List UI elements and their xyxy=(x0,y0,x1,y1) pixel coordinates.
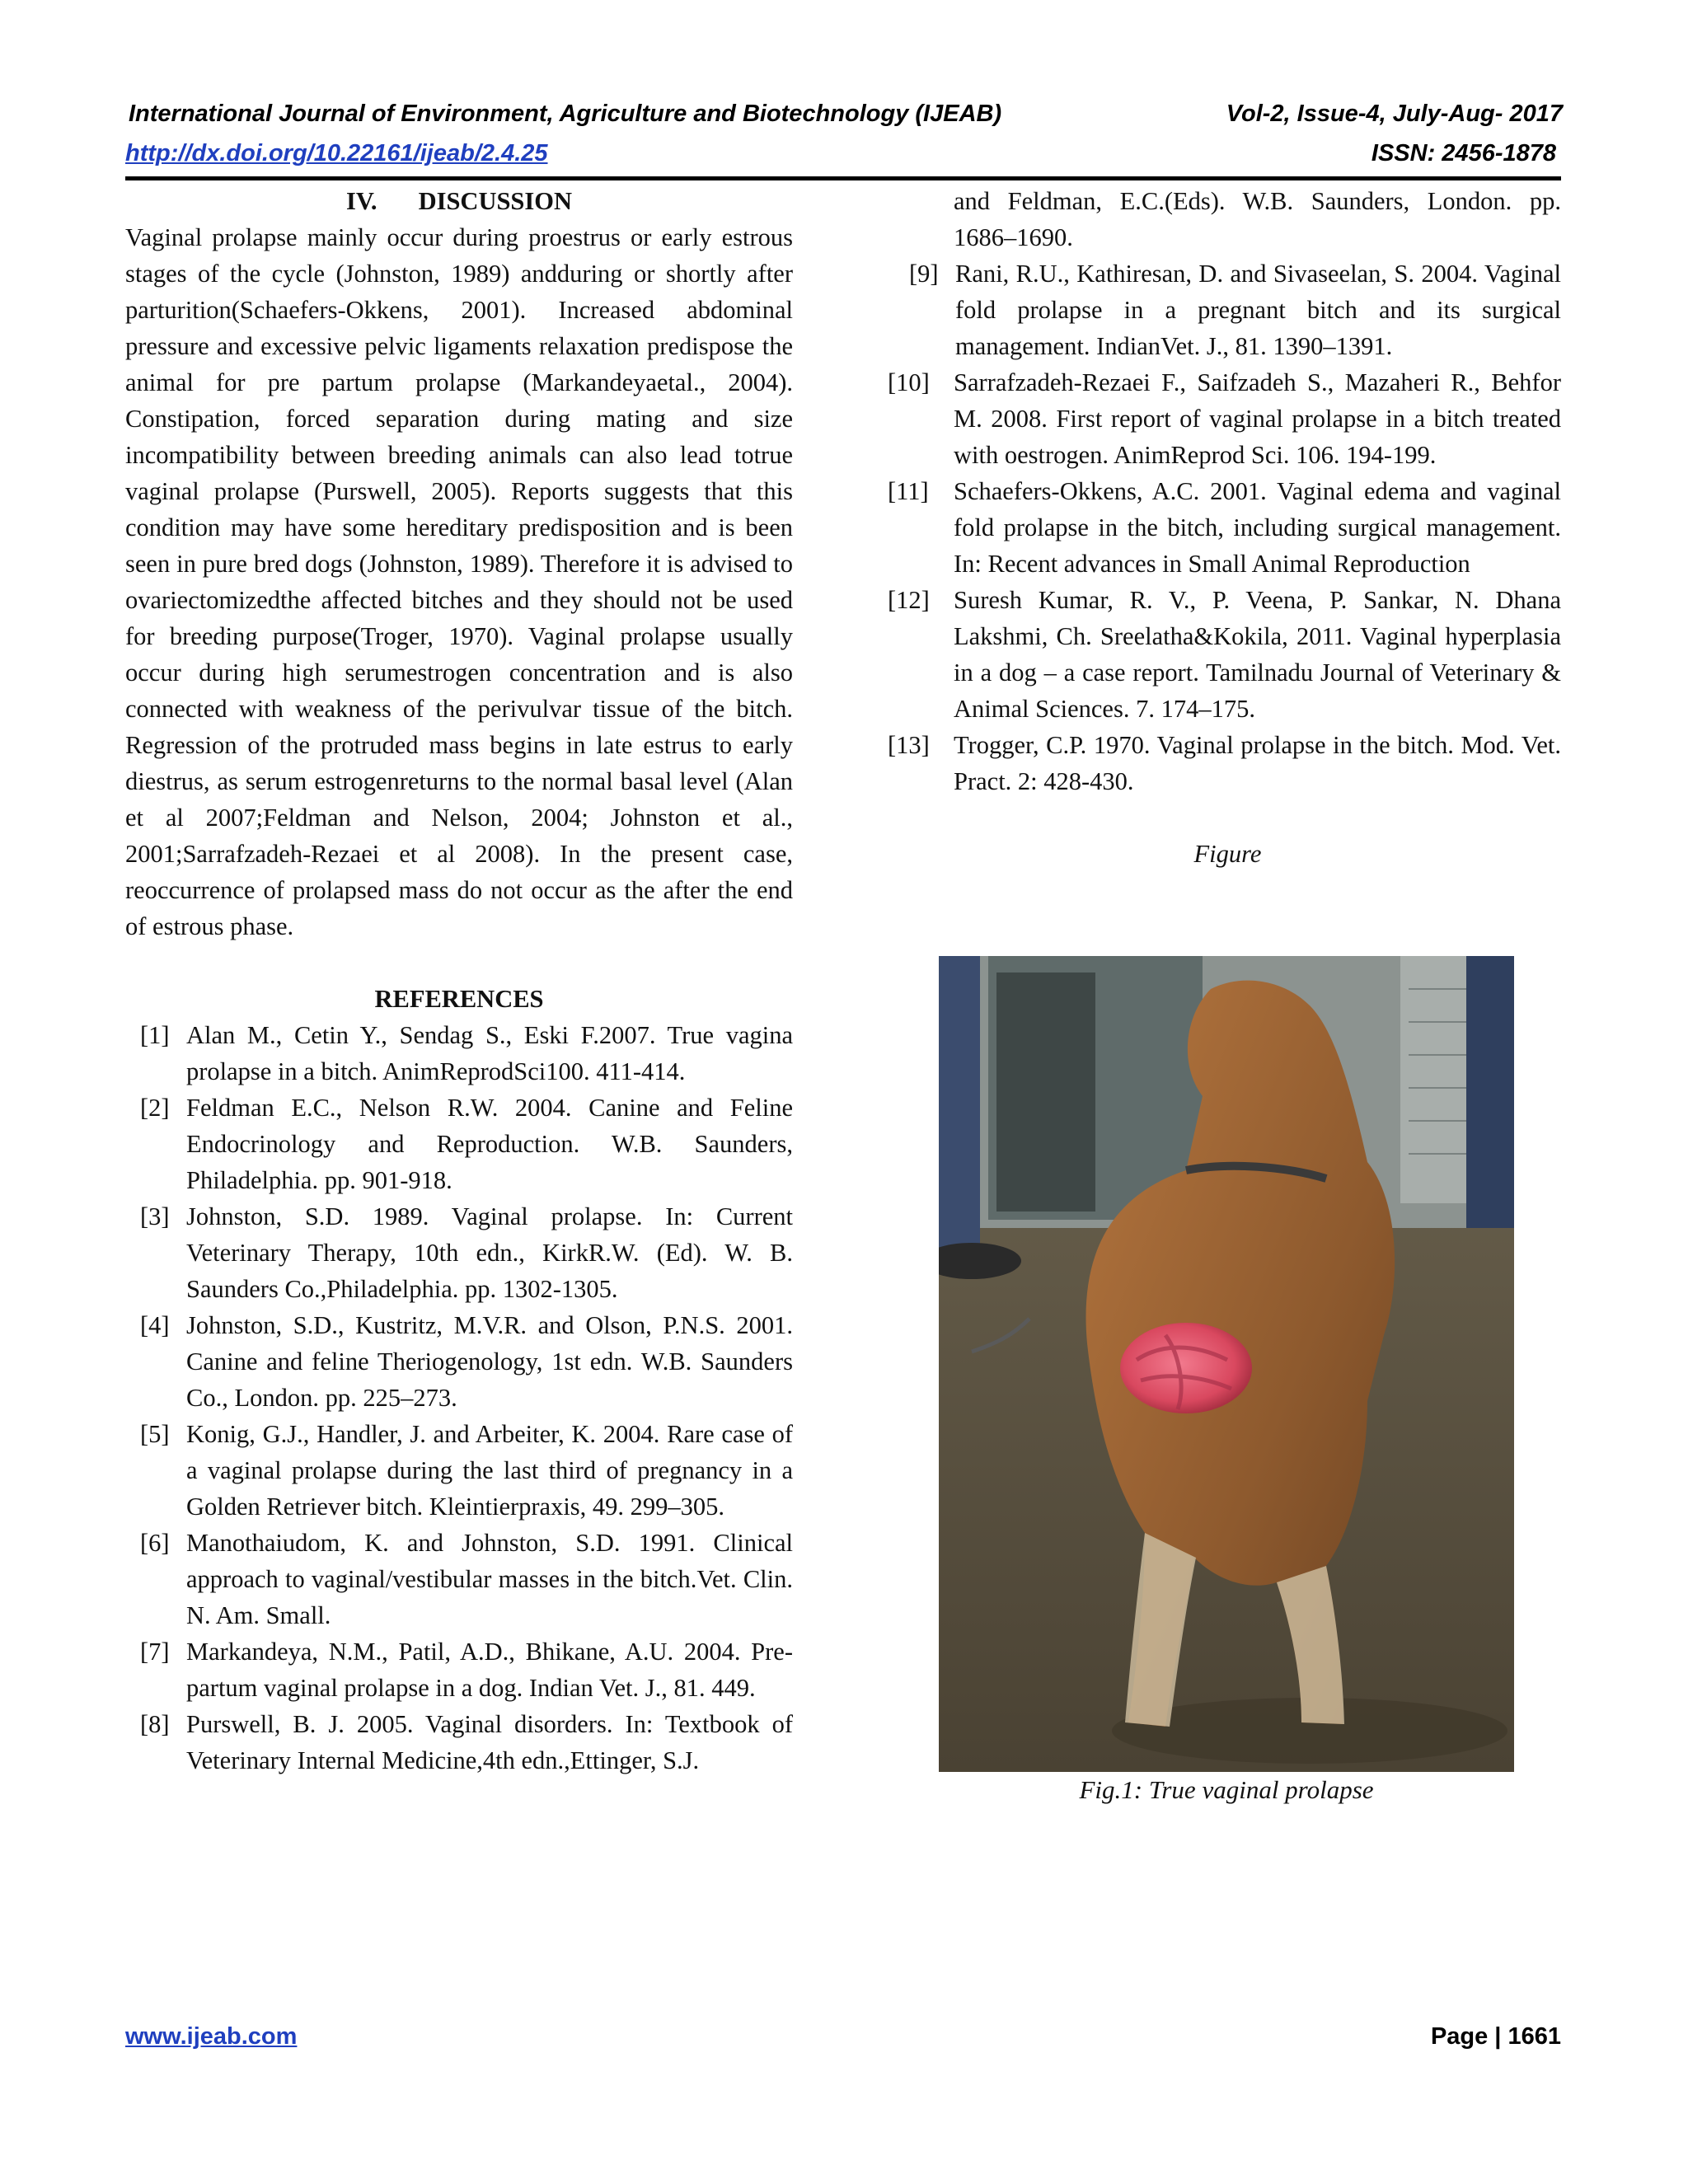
doi-link[interactable]: http://dx.doi.org/10.22161/ijeab/2.4.25 xyxy=(125,140,548,166)
volume-info: Vol-2, Issue-4, July-Aug- 2017 xyxy=(1226,101,1563,127)
reference-continuation: and Feldman, E.C.(Eds). W.B. Saunders, London. pp. 1686–1690. xyxy=(954,187,1561,251)
reference-item: [8] Purswell, B. J. 2005. Vaginal disorders. In: Textbook of Veterinary Internal Medicine,4th edn.,Ettinger, S.J. xyxy=(140,1710,793,1774)
reference-item: [6] Manothaiudom, K. and Johnston, S.D. 1991. Clinical approach to vaginal/vestibular masses in the bitch.Vet. Clin. N. Am. Small. xyxy=(140,1529,793,1629)
reference-item: [4] Johnston, S.D., Kustritz, M.V.R. and Olson, P.N.S. 2001. Canine and feline Theriogenology, 1st edn. W.B. Saunders Co., London. pp. 225–273. xyxy=(140,1311,793,1412)
issn: ISSN: 2456-1878 xyxy=(1371,140,1556,166)
figure-photo xyxy=(939,956,1514,1772)
figure-caption: Fig.1: True vaginal prolapse xyxy=(1079,1775,1374,1804)
reference-item: [12] Suresh Kumar, R. V., P. Veena, P. Sankar, N. Dhana Lakshmi, Ch. Sreelatha&Kokila, 2011. Vaginal hyperplasia in a dog – a case report. Tamilnadu Journal of Veterinary & Animal Sciences. 7. 174–175. xyxy=(888,586,1561,723)
reference-item: [5] Konig, G.J., Handler, J. and Arbeiter, K. 2004. Rare case of a vaginal prolapse during the last third of pregnancy in a Golden Retriever bitch. Kleintierpraxis, 49. 299–305. xyxy=(140,1420,793,1521)
section-number: IV. xyxy=(345,187,377,215)
website-link[interactable]: www.ijeab.com xyxy=(125,2023,298,2050)
reference-item: [7] Markandeya, N.M., Patil, A.D., Bhikane, A.U. 2004. Pre-partum vaginal prolapse in a dog. Indian Vet. J., 81. 449. xyxy=(140,1638,793,1702)
left-column xyxy=(125,183,793,1779)
journal-title: International Journal of Environment, Agriculture and Biotechnology (IJEAB) xyxy=(129,101,1002,127)
reference-item: [1] Alan M., Cetin Y., Sendag S., Eski F.2007. True vagina prolapse in a bitch. AnimReprodSci100. 411-414. xyxy=(140,1021,793,1085)
reference-item: [10] Sarrafzadeh-Rezaei F., Saifzadeh S., Mazaheri R., Behfor M. 2008. First report of vaginal prolapse in a bitch treated with oestrogen. AnimReprod Sci. 106. 194-199. xyxy=(888,368,1561,469)
right-column xyxy=(888,183,1561,872)
reference-item: [11] Schaefers-Okkens, A.C. 2001. Vaginal edema and vaginal fold prolapse in the bitch, including surgical management. In: Recent advances in Small Animal Reproduction xyxy=(888,477,1561,578)
reference-item: [2] Feldman E.C., Nelson R.W. 2004. Canine and Feline Endocrinology and Reproduction. W.B. Saunders, Philadelphia. pp. 901-918. xyxy=(140,1094,793,1194)
references-heading: REFERENCES xyxy=(374,985,544,1013)
reference-item: [13] Trogger, C.P. 1970. Vaginal prolapse in the bitch. Mod. Vet. Pract. 2: 428-430. xyxy=(888,731,1561,795)
reference-list-left xyxy=(125,1017,793,1779)
reference-list-right xyxy=(888,255,1561,799)
section-title: DISCUSSION xyxy=(418,187,573,215)
discussion-body: Vaginal prolapse mainly occur during proestrus or early estrous stages of the cycle (Johnston, 1989) andduring or shortly after parturition(Schaefers-Okkens, 2001). Increased abdominal pressure and excessive pelvic ligaments relaxation predispose the animal for pre partum prolapse (Markandeyaetal., 2004). Constipation, forced separation during mating and size incompatibility between breeding animals can also lead totrue vaginal prolapse (Purswell, 2005). Reports suggests that this condition may have some hereditary predisposition and is been seen in pure bred dogs (Johnston, 1989). Therefore it is advised to ovariectomizedthe affected bitches and they should not be used for breeding purpose(Troger, 1970). Vaginal prolapse usually occur during high serumestrogen concentration and is also connected with weakness of the perivulvar tissue of the bitch. Regression of the protruded mass begins in late estrus to early diestrus, as serum estrogenreturns to the normal basal level (Alan et al 2007;Feldman and Nelson, 2004; Johnston et al., 2001;Sarrafzadeh-Rezaei et al 2008). In the present case, reoccurrence of prolapsed mass do not occur as the after the end of estrous phase. xyxy=(125,223,793,940)
page-number: Page | 1661 xyxy=(1430,2023,1561,2050)
figure-label: Figure xyxy=(1193,840,1262,868)
header-rule xyxy=(125,176,1561,180)
reference-item: [9] Rani, R.U., Kathiresan, D. and Sivaseelan, S. 2004. Vaginal fold prolapse in a pregnant bitch and its surgical management. IndianVet. J., 81. 1390–1391. xyxy=(909,260,1561,360)
reference-item: [3] Johnston, S.D. 1989. Vaginal prolapse. In: Current Veterinary Therapy, 10th edn., KirkR.W. (Ed). W. B. Saunders Co.,Philadelphia. pp. 1302-1305. xyxy=(140,1202,793,1303)
discussion-heading xyxy=(125,183,793,219)
